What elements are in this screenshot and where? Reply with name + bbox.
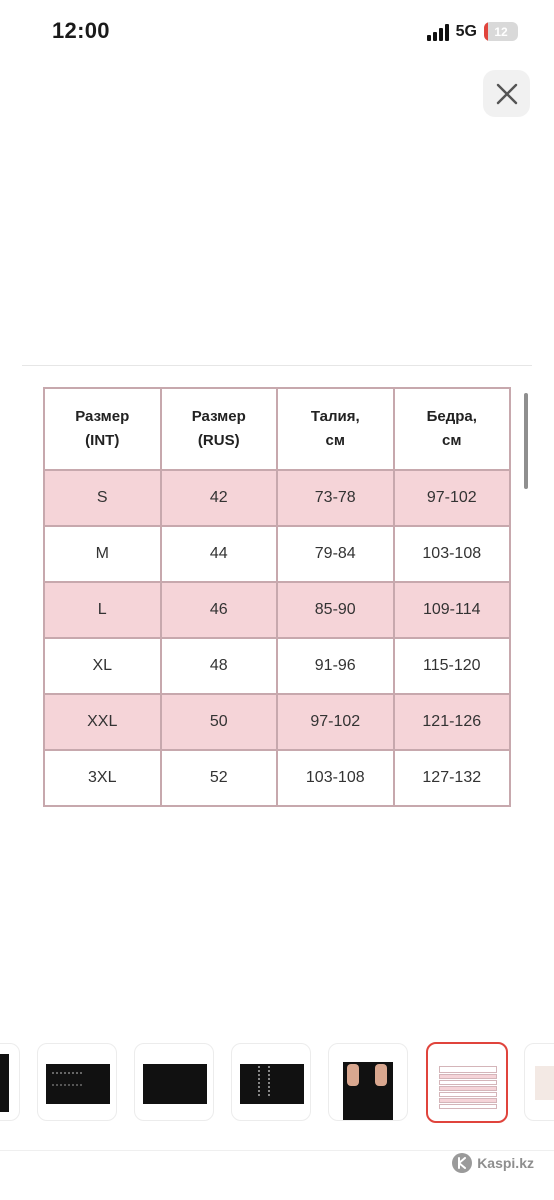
table-row — [44, 750, 510, 806]
cell-size-int: L — [44, 582, 161, 638]
header-waist: Талия, см — [277, 388, 394, 470]
status-bar — [0, 0, 554, 62]
cellular-signal-icon — [427, 23, 449, 41]
table-row — [44, 582, 510, 638]
header-size-int: Размер (INT) — [44, 388, 161, 470]
battery-icon — [484, 22, 518, 41]
header-size-rus: Размер (RUS) — [161, 388, 278, 470]
watermark — [452, 1153, 534, 1173]
cell-hips: 121-126 — [394, 694, 511, 750]
cell-size-int: M — [44, 526, 161, 582]
gallery-thumbnail[interactable] — [524, 1043, 554, 1121]
cell-hips: 127-132 — [394, 750, 511, 806]
network-type: 5G — [455, 22, 477, 40]
cell-waist: 97-102 — [277, 694, 394, 750]
gallery-thumbnail[interactable] — [231, 1043, 311, 1121]
gallery-thumbnail[interactable] — [328, 1043, 408, 1121]
divider — [22, 365, 532, 366]
cell-hips: 115-120 — [394, 638, 511, 694]
cell-size-int: XXL — [44, 694, 161, 750]
header-hips: Бедра, см — [394, 388, 511, 470]
cell-size-rus: 50 — [161, 694, 278, 750]
table-row — [44, 470, 510, 526]
cell-hips: 103-108 — [394, 526, 511, 582]
cell-waist: 103-108 — [277, 750, 394, 806]
image-scrollbar[interactable] — [524, 393, 528, 489]
cell-size-rus: 44 — [161, 526, 278, 582]
kaspi-logo-icon — [452, 1153, 472, 1173]
cell-size-int: XL — [44, 638, 161, 694]
battery-level: 12 — [494, 24, 508, 39]
status-time: 12:00 — [52, 18, 110, 43]
table-header-row — [44, 388, 510, 470]
cell-waist: 73-78 — [277, 470, 394, 526]
cell-size-rus: 48 — [161, 638, 278, 694]
cell-waist: 91-96 — [277, 638, 394, 694]
close-button[interactable] — [483, 70, 530, 117]
size-chart-preview — [439, 1066, 497, 1102]
cell-size-int: S — [44, 470, 161, 526]
gallery-thumbnail[interactable] — [37, 1043, 117, 1121]
status-indicators — [427, 22, 518, 41]
watermark-text: Kaspi.kz — [477, 1155, 534, 1171]
close-icon — [495, 82, 519, 106]
cell-size-int: 3XL — [44, 750, 161, 806]
divider — [0, 1150, 554, 1151]
cell-waist: 85-90 — [277, 582, 394, 638]
cell-size-rus: 42 — [161, 470, 278, 526]
gallery-thumbnail[interactable] — [0, 1043, 20, 1121]
size-chart-table — [43, 387, 511, 807]
table-row — [44, 694, 510, 750]
gallery-thumbnail-selected[interactable] — [426, 1042, 508, 1123]
cell-size-rus: 46 — [161, 582, 278, 638]
cell-waist: 79-84 — [277, 526, 394, 582]
cell-hips: 109-114 — [394, 582, 511, 638]
cell-hips: 97-102 — [394, 470, 511, 526]
table-row — [44, 638, 510, 694]
thumbnail-gallery — [0, 1043, 554, 1123]
cell-size-rus: 52 — [161, 750, 278, 806]
table-row — [44, 526, 510, 582]
gallery-thumbnail[interactable] — [134, 1043, 214, 1121]
